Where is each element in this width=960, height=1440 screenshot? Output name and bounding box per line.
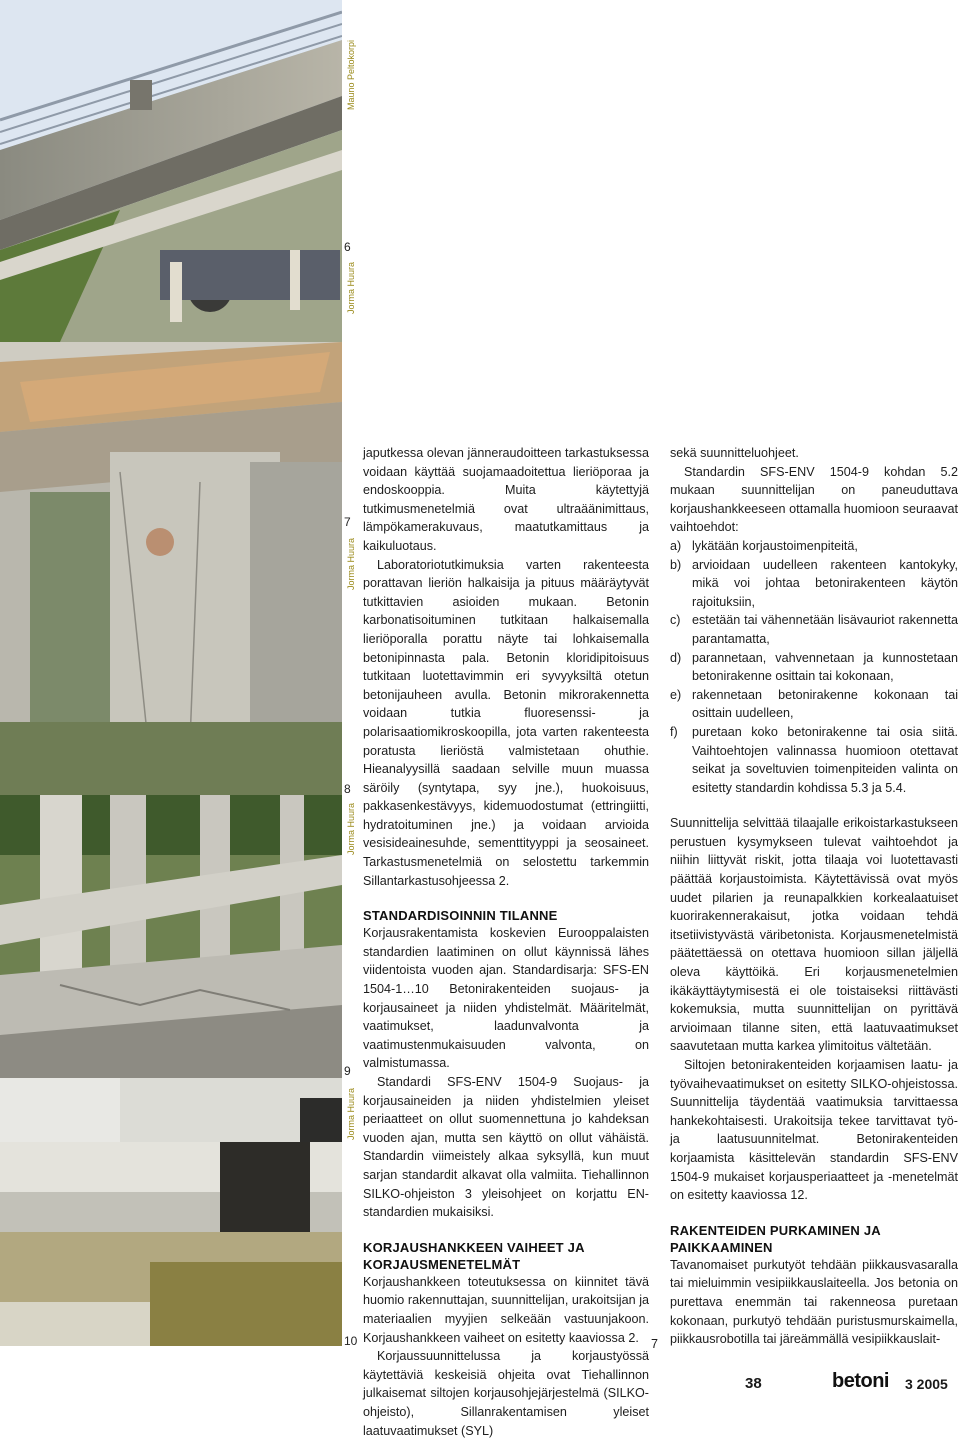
page-number: 38 [745,1375,762,1392]
section-heading: KORJAUSHANKKEEN VAIHEET JA KORJAUSMENETELMÄT [363,1239,585,1272]
list-item [670,649,958,686]
paragraph: Standardi SFS-ENV 1504-9 Suojaus- ja korjausaineiden ja niiden yhdistelmien yleiset periaatteet on ollut suomennettuna jo kahdeksan vuoden ajan, mutta sen käyttö on ollut vähäistä. Standardin viimeistely alkaa syksyllä, kun muut sarjan standardit alkavat olla valmiita. Tiehallinnon SILKO-ohjeiston 3 yleisohjeet on korjattu EN-standardien mukaisiksi. [363,1075,649,1220]
paragraph: Siltojen betonirakenteiden korjaamisen laatu- ja työvaihevaatimukset on esitetty SILKO-ohjeistossa. Suunnittelija täydentää vaatimuksia tarvittaessa hankekohtaisesti. Urakoitsija tekee tarvittavat työ- ja laatusuunnitelmat. Betonirakenteiden korjaamista käsittelevän standardin SFS-ENV 1504-9 mukaiset korjausperiaatteet ja -menetelmät on esitetty kaaviossa 12. [670,1058,958,1203]
paragraph: Tavanomaiset purkutyöt tehdään piikkausvasaralla tai mieluimmin vesipiikkauslaiteella. Jos betonia on purettava enemmän tai rakenneosa puretaan kokonaan, purkutyö tehdään puristusmurskaimella, piikkausrobotilla tai järeämmällä vesipiikkauslait- [670,1257,958,1347]
section-heading: RAKENTEIDEN PURKAMINEN JA PAIKKAAMINEN [670,1222,881,1255]
paragraph: Standardin SFS-ENV 1504-9 kohdan 5.2 mukaan suunnittelijan on paneuduttava korjaushankkeeseen ottamalla huomioon seuraavat vaihtoehdot: [670,464,958,535]
photo-pillar [0,1078,342,1142]
list-item [670,537,958,556]
paragraph: Suunnittelija selvittää tilaajalle erikoistarkastukseen perustuen kysymykseen tulevat vaihtoehdot ja niihin liittyvät riskit, jotta tilaaja voi luotettavasti päättää korjaustoimista. Käytettävissä ovat myös uudet pilarien ja reunapalkkien korkealaatuiset kuorirakennerakaisut, jotka voidaan tehdä itsetiivistyvästä väribetonista. Korjausmenetelmistä päätettäessä on otettava huomioon sillan jäljellä oleva käyttöikä. Eri korjausmenetelmien ikäkäyttäytymisestä ei ole toistaiseksi riittävästi kokemuksia, mutta suunnittelijan on pyrittävä arvioimaan tilanne siten, että laatuvaatimukset saavutetaan mutta karkea ylimitoitus vältetään. [670,816,958,1054]
photo-number: 10 [344,1334,358,1348]
paragraph: sekä suunnitteluohjeet. [670,446,799,460]
text-column-1 [363,444,649,1440]
options-list [670,537,958,797]
list-text: arvioidaan uudelleen rakenteen kantokyky, mikä voi johtaa betonirakenteen käytön rajoituksiin, [692,557,958,609]
paragraph: Korjaussuunnittelussa ja korjaustyössä käytettäviä keskeisiä ohjeita ovat Tiehallinnon julkaisemat siltojen korjausohjejärjestelmä (SILKO-ohjeisto), Sillanrakentamisen yleiset laatuvaatimukset (SYL) [363,1349,649,1438]
list-label: a) [670,538,682,553]
photo-credit: Jorma Huura [346,1088,356,1141]
paragraph: japutkessa olevan jänneraudoitteen tarkastuksessa voidaan käyttää suojamaadoitettua lieriöporaa ja endoskooppia. Muita käytettyjä tutkimusmenetelmiä ovat ultraäänimittaus, lämpökamerakuvaus, maatutkamittaus ja kaikuluotaus. [363,446,649,553]
photo-number: 9 [344,1064,351,1078]
photo-number: 6 [344,240,351,254]
list-text: rakennetaan betonirakenne kokonaan tai osittain uudelleen, [692,687,958,721]
magazine-logo: betoni [832,1370,889,1392]
photo-damaged-edge-beam [0,342,342,795]
photo-number: 8 [344,782,351,796]
paragraph: Laboratoriotutkimuksia varten rakenteesta porattavan lieriön halkaisija ja pituus määräytyvät tutkittavien asioiden mukaan. Betonin karbonatisoituminen tutkitaan halkaisemalla lieriöporalla porattu näyte tai lohkaisemalla betonipinnasta pala. Betonin kloridipitoisuus tutkitaan luotettavimmin eri syvyyksiltä otetun betonijauheen avulla. Betonin mikrorakennetta voidaan tutkia fluoresenssi- ja polarisaatiomikroskoopilla, jota varten rakenteesta poratusta lieriöstä valmistetaan ohuthie. Hieanalyysillä saadaan selville muun muassa säröily (syntytapa, syy jne.), huokoisuus, pakkasenkestävyys, kidemuodostumat (ettringiitti, hydratoituminen jne.) ja voidaan arvioida vesisideainesuhde, sementtityyppi ja seosaineet. Tarkastusmenetelmiä on selostettu tarkemmin Sillantarkastusohjeessa 2. [363,557,649,888]
photo-credit: Jorma Huura [346,803,356,856]
list-text: lykätään korjaustoimenpiteitä, [692,538,858,553]
photo-railing-cracks [0,795,342,1078]
photo-credit: Mauno Peltokorpi [346,40,356,111]
issue-number: 3 2005 [905,1376,948,1392]
reference-number: 7 [651,1337,659,1351]
list-text: estetään tai vähennetään lisävauriot rakennetta parantamatta, [692,613,958,646]
list-label: b) [670,557,682,572]
section-heading: STANDARDISOINNIN TILANNE [363,908,558,924]
list-item [670,686,958,723]
photo-bridge-railing [0,0,342,342]
paragraph: Korjausrakentamista koskevien Eurooppalaisten standardien laatiminen on ollut käynnissä lähes viidentoista vuoden ajan. Standardisarja: SFS-EN 1504-1…10 Betonirakenteiden suojaus- ja korjausaineet ja niiden yhdistelmät. Määritelmät, vaatimukset, laadunvalvonta ja vaatimustenmukaisuuden valvonta, on valmistumassa. [363,926,649,1071]
list-item [670,723,958,797]
list-item [670,556,958,612]
text-column-2 [670,444,958,1349]
photo-credit: Jorma Huura [346,538,356,591]
list-label: d) [670,650,682,665]
photo-credit: Jorma Huura [346,262,356,315]
photo-pillar-base [0,1142,342,1346]
paragraph: Korjaushankkeen toteutuksessa on kiinnitet tävä huomio rakennuttajan, suunnittelijan, urakoitsijan ja materiaalien myyjien selkeään vastuunjakoon. Korjaushankkeen vaiheet on esitetty kaaviossa 2. [363,1274,649,1345]
photo-number: 7 [344,515,351,529]
list-item [670,611,958,648]
list-label: c) [670,613,681,628]
list-text: parannetaan, vahvennetaan ja kunnostetaan betonirakenne osittain tai kokonaan, [692,650,958,684]
list-text: puretaan koko betonirakenne tai osia siitä. Vaihtoehtojen valinnassa huomioon otettavat seikat ja soveltuvien toimenpiteiden valinta on esitetty standardin kohdissa 5.3 ja 5.4. [692,724,958,795]
list-label: f) [670,724,678,739]
list-label: e) [670,687,682,702]
